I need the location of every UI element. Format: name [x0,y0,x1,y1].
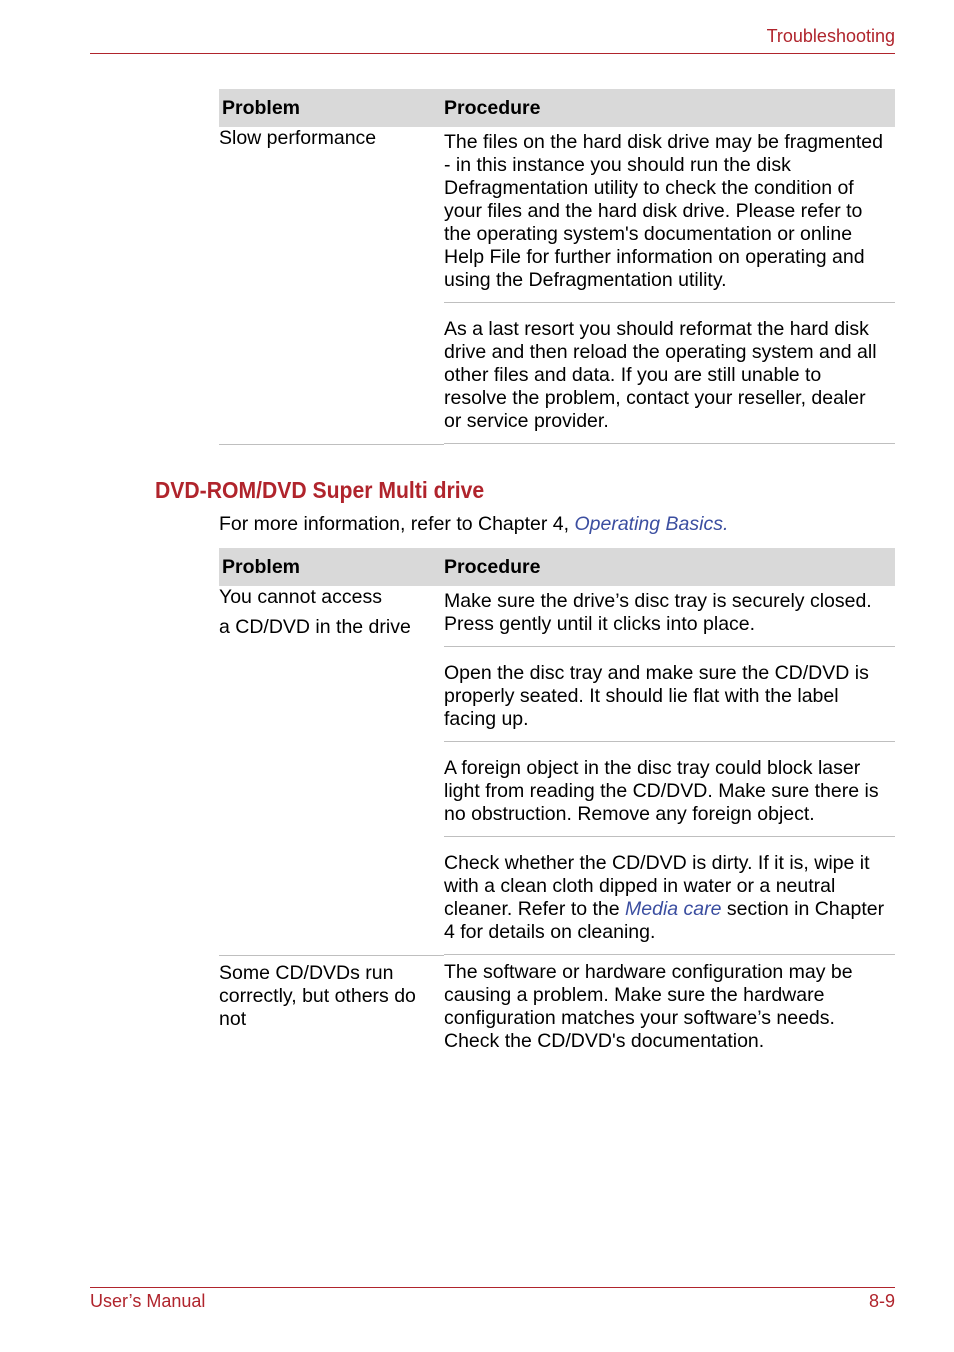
procedure-step [444,837,895,955]
procedure-text: Make sure the drive’s disc tray is securely closed. [444,590,872,612]
problem-text: You cannot access [219,586,382,608]
procedure-text: As a last resort you should reformat the hard disk drive and then reload the operating system and all other files and data. If you are still unable to resolve the problem, contact your reseller, dealer or service provider. [444,303,895,444]
problem-text: Slow performance [219,127,377,149]
column-header-procedure: Procedure [444,548,895,586]
procedure-text: A foreign object in the disc tray could block laser light from reading the CD/DVD. Make sure there is no obstruction. Remove any foreign object. [444,742,895,837]
table-row [219,586,895,955]
procedure-cell [444,955,895,1063]
hdd-troubleshooting-table [219,89,895,445]
problem-cell [219,955,444,1063]
procedure-text: The files on the hard disk drive may be fragmented - in this instance you should run the disk Defragmentation utility to check the condition of your files and the hard disk drive. Please refer to the operating system's documentation or online Help File for further information on operating and using the Defragmentation utility. [444,127,895,303]
procedure-text: The software or hardware configuration may be causing a problem. Make sure the hardware configuration matches your software’s needs. Check the CD/DVD's documentation. [444,961,853,1052]
table-header-row [219,89,895,127]
section-intro [219,513,728,536]
procedure-cell [444,586,895,955]
procedure-text: section in Chapter 4 for details on cleaning. [444,898,885,943]
running-header: Troubleshooting [766,26,895,46]
operating-basics-link[interactable]: Operating Basics [574,513,723,535]
footer-rule [90,1287,895,1288]
procedure-cell [444,127,895,444]
column-header-procedure: Procedure [444,89,895,127]
intro-period: . [722,513,729,535]
section-heading: DVD-ROM/DVD Super Multi drive [155,477,485,503]
table-header-row [219,548,895,586]
procedure-text: Open the disc tray and make sure the CD/DVD is properly seated. It should lie flat with the label facing up. [444,647,895,742]
table-row [219,127,895,444]
procedure-text: Check whether the CD/DVD is dirty. If it is, wipe it with a clean cloth dipped in water or a neutral cleaner. Refer to the [444,852,870,920]
media-care-link[interactable]: Media care [625,898,722,920]
footer-manual-title: User’s Manual [90,1291,206,1311]
column-header-problem: Problem [219,548,444,586]
header-rule [90,53,895,54]
table-row [219,955,895,1063]
procedure-text: Press gently until it clicks into place. [444,613,756,635]
intro-text: For more information, refer to Chapter 4, [219,513,575,535]
dvd-troubleshooting-table [219,548,895,1063]
procedure-step [444,586,895,647]
column-header-problem: Problem [219,89,444,127]
problem-text: Some CD/DVDs run correctly, but others do not [219,961,416,1030]
problem-cell [219,127,444,444]
problem-text: a CD/DVD in the drive [219,616,411,638]
problem-cell [219,586,444,955]
page-number: 8-9 [868,1291,895,1311]
